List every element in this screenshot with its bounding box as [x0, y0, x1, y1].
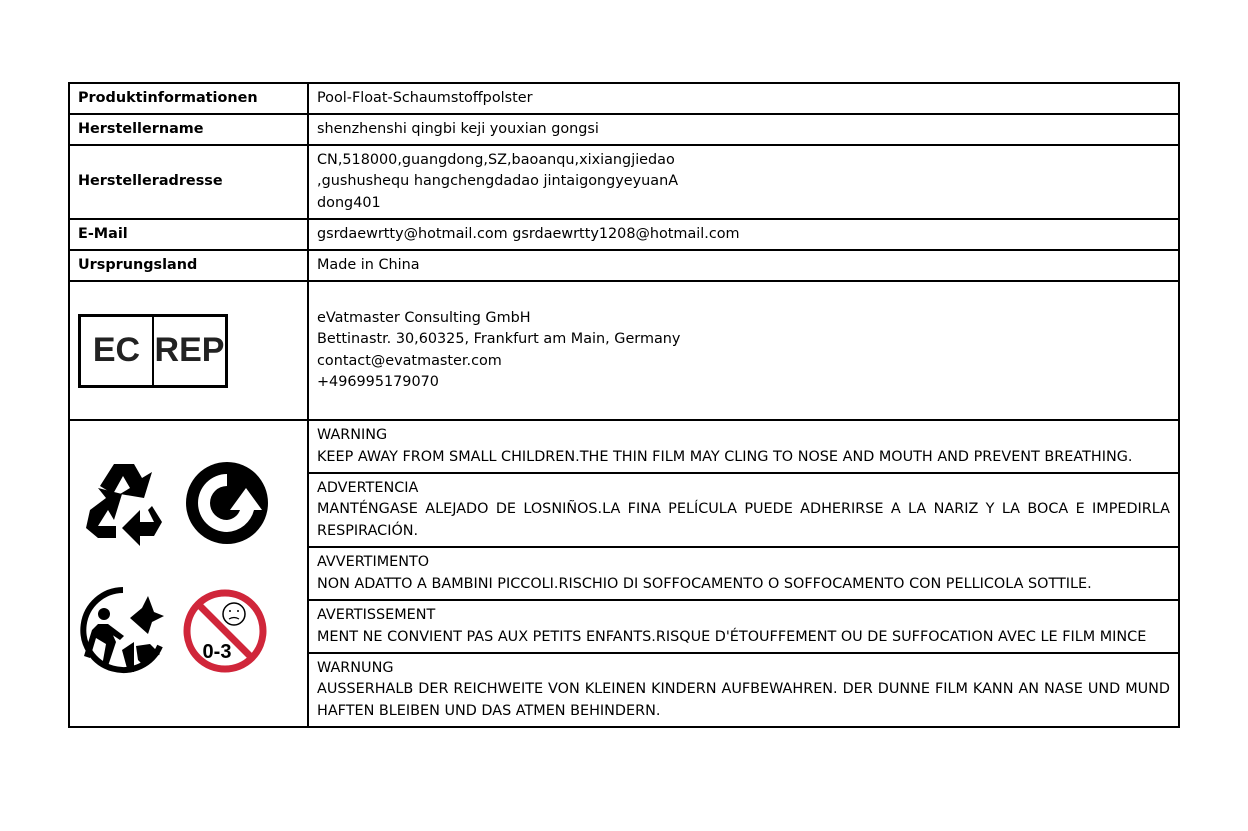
- ec-rep-line: Bettinastr. 30,60325, Frankfurt am Main, Germany: [317, 331, 681, 347]
- symbols-panel: [70, 424, 307, 724]
- table-row: [69, 145, 1179, 219]
- recycle-icon: [78, 458, 168, 548]
- warning-title: ADVERTENCIA: [317, 479, 419, 496]
- row-label: E-Mail: [69, 219, 308, 250]
- warning-es: [308, 473, 1179, 547]
- warning-title: AVVERTIMENTO: [317, 554, 430, 570]
- row-label: Herstelleradresse: [69, 145, 308, 219]
- address-line: dong401: [317, 194, 381, 211]
- warning-fr: [308, 600, 1179, 653]
- row-value: gsrdaewrtty@hotmail.com gsrdaewrtty1208@hotmail.com: [308, 219, 1179, 250]
- table-row: [69, 219, 1179, 250]
- warning-en: [308, 420, 1179, 473]
- ec-rep-line: eVatmaster Consulting GmbH: [317, 309, 531, 326]
- ec-rep-line: +496995179070: [317, 374, 439, 390]
- symbols-cell: [69, 420, 308, 727]
- table-row: [69, 83, 1179, 114]
- warning-text: MANTÉNGASE ALEJADO DE LOSNIÑOS.LA FINA PELÍCULA PUEDE ADHERIRSE A LA NARIZ Y LA BOCA E IMPEDIRLA RESPIRACIÓN.: [317, 501, 1170, 539]
- row-value: Made in China: [308, 250, 1179, 281]
- row-value: shenzhenshi qingbi keji youxian gongsi: [308, 114, 1179, 145]
- warning-text: MENT NE CONVIENT PAS AUX PETITS ENFANTS.RISQUE D'ÉTOUFFEMENT OU DE SUFFOCATION AVEC LE FILM MINCE: [317, 628, 1147, 645]
- warning-de: [308, 653, 1179, 727]
- ec-rep-badge: [78, 314, 228, 388]
- address-line: ,gushushequ hangchengdadao jintaigongyeyuanA: [317, 173, 679, 190]
- ec-label: EC: [92, 330, 141, 369]
- ec-rep-details: [308, 281, 1179, 420]
- row-value: Pool-Float-Schaumstoffpolster: [308, 83, 1179, 114]
- triman-icon: [78, 586, 168, 676]
- manufacturer-address: [308, 145, 1179, 219]
- warning-text: KEEP AWAY FROM SMALL CHILDREN.THE THIN FILM MAY CLING TO NOSE AND MOUTH AND PREVENT BREATHING.: [317, 448, 1133, 465]
- green-dot-icon: [184, 460, 270, 546]
- rep-label: REP: [152, 317, 225, 385]
- ec-rep-line: contact@evatmaster.com: [317, 352, 502, 369]
- table-row: [69, 281, 1179, 420]
- warning-text: AUSSERHALB DER REICHWEITE VON KLEINEN KINDERN AUFBEWAHREN. DER DUNNE FILM KANN AN NASE UND MUND HAFTEN BLEIBEN UND DAS ATMEN BEHINDERN.: [317, 681, 1170, 719]
- warning-title: AVERTISSEMENT: [317, 607, 436, 623]
- warning-title: WARNUNG: [317, 659, 394, 676]
- warning-title: WARNING: [317, 427, 388, 443]
- row-label: Ursprungsland: [69, 250, 308, 281]
- warning-text: NON ADATTO A BAMBINI PICCOLI.RISCHIO DI SOFFOCAMENTO O SOFFOCAMENTO CON PELLICOLA SOTTILE.: [317, 575, 1092, 592]
- table-row: [69, 114, 1179, 145]
- row-label: Produktinformationen: [69, 83, 308, 114]
- table-row: [69, 420, 1179, 473]
- age-label: 0-3: [202, 640, 232, 663]
- ec-rep-cell: [69, 281, 308, 420]
- age-warning-icon: [182, 588, 268, 674]
- product-info-table: [68, 82, 1180, 728]
- row-label: Herstellername: [69, 114, 308, 145]
- table-row: [69, 250, 1179, 281]
- address-line: CN,518000,guangdong,SZ,baoanqu,xixiangjiedao: [317, 151, 675, 168]
- warning-it: [308, 547, 1179, 600]
